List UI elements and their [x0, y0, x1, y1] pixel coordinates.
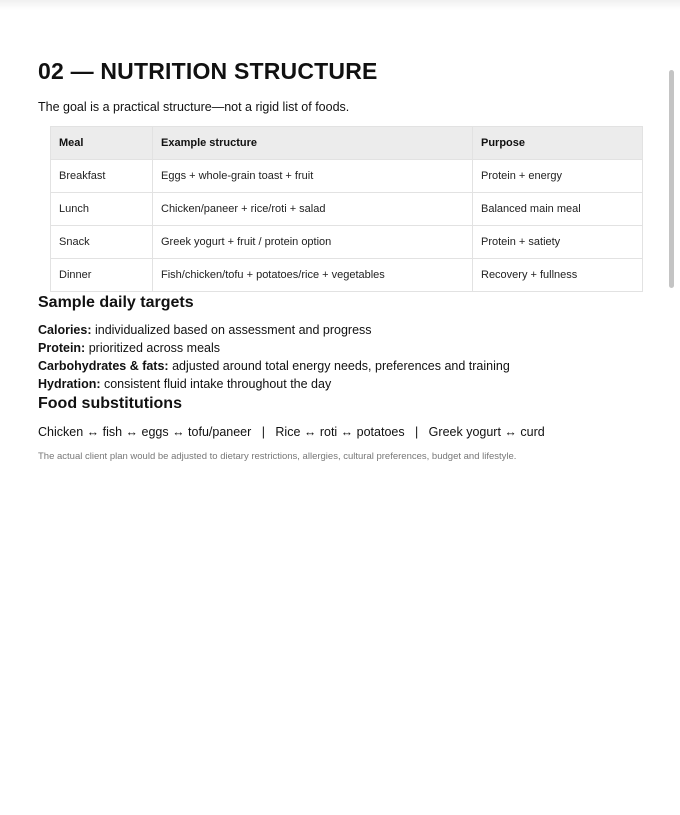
cell-example: Fish/chicken/tofu + potatoes/rice + vegetables	[153, 259, 473, 292]
cell-meal: Breakfast	[51, 160, 153, 193]
document-page	[38, 56, 643, 464]
table-row	[51, 160, 643, 193]
page-title: 02 — NUTRITION STRUCTURE	[38, 58, 378, 84]
targets-heading: Sample daily targets	[38, 294, 194, 311]
cell-meal: Snack	[51, 226, 153, 259]
table-header-row	[51, 127, 643, 160]
list-item	[38, 357, 643, 375]
target-label: Protein:	[38, 341, 86, 355]
table-row	[51, 193, 643, 226]
cell-example: Greek yogurt + fruit / protein option	[153, 226, 473, 259]
targets-list	[38, 321, 643, 393]
target-label: Calories:	[38, 323, 92, 337]
cell-purpose: Protein + energy	[473, 160, 643, 193]
cell-purpose: Recovery + fullness	[473, 259, 643, 292]
cell-example: Eggs + whole-grain toast + fruit	[153, 160, 473, 193]
list-item	[38, 375, 643, 393]
cell-purpose: Protein + satiety	[473, 226, 643, 259]
meal-structure-table	[50, 126, 643, 292]
list-item	[38, 339, 643, 357]
substitutions-line: Chicken ↔ fish ↔ eggs ↔ tofu/paneer | Rice ↔ roti ↔ potatoes | Greek yogurt ↔ curd	[38, 425, 545, 439]
column-header-example: Example structure	[153, 127, 473, 160]
target-label: Carbohydrates & fats:	[38, 359, 169, 373]
target-label: Hydration:	[38, 377, 101, 391]
target-text: consistent fluid intake throughout the day	[100, 377, 332, 391]
cell-meal: Lunch	[51, 193, 153, 226]
list-item	[38, 321, 643, 339]
column-header-purpose: Purpose	[473, 127, 643, 160]
cell-example: Chicken/paneer + rice/roti + salad	[153, 193, 473, 226]
target-text: adjusted around total energy needs, preferences and training	[168, 359, 510, 373]
footnote: The actual client plan would be adjusted to dietary restrictions, allergies, cultural preferences, budget and lifestyle.	[38, 451, 517, 462]
scrollbar-thumb[interactable]	[669, 70, 674, 288]
target-text: individualized based on assessment and progress	[91, 323, 372, 337]
intro-text: The goal is a practical structure—not a rigid list of foods.	[38, 100, 350, 114]
cell-meal: Dinner	[51, 259, 153, 292]
substitutions-heading: Food substitutions	[38, 395, 182, 412]
table-row	[51, 259, 643, 292]
cell-purpose: Balanced main meal	[473, 193, 643, 226]
target-text: prioritized across meals	[85, 341, 220, 355]
top-edge-shadow	[0, 0, 680, 10]
column-header-meal: Meal	[51, 127, 153, 160]
table-row	[51, 226, 643, 259]
